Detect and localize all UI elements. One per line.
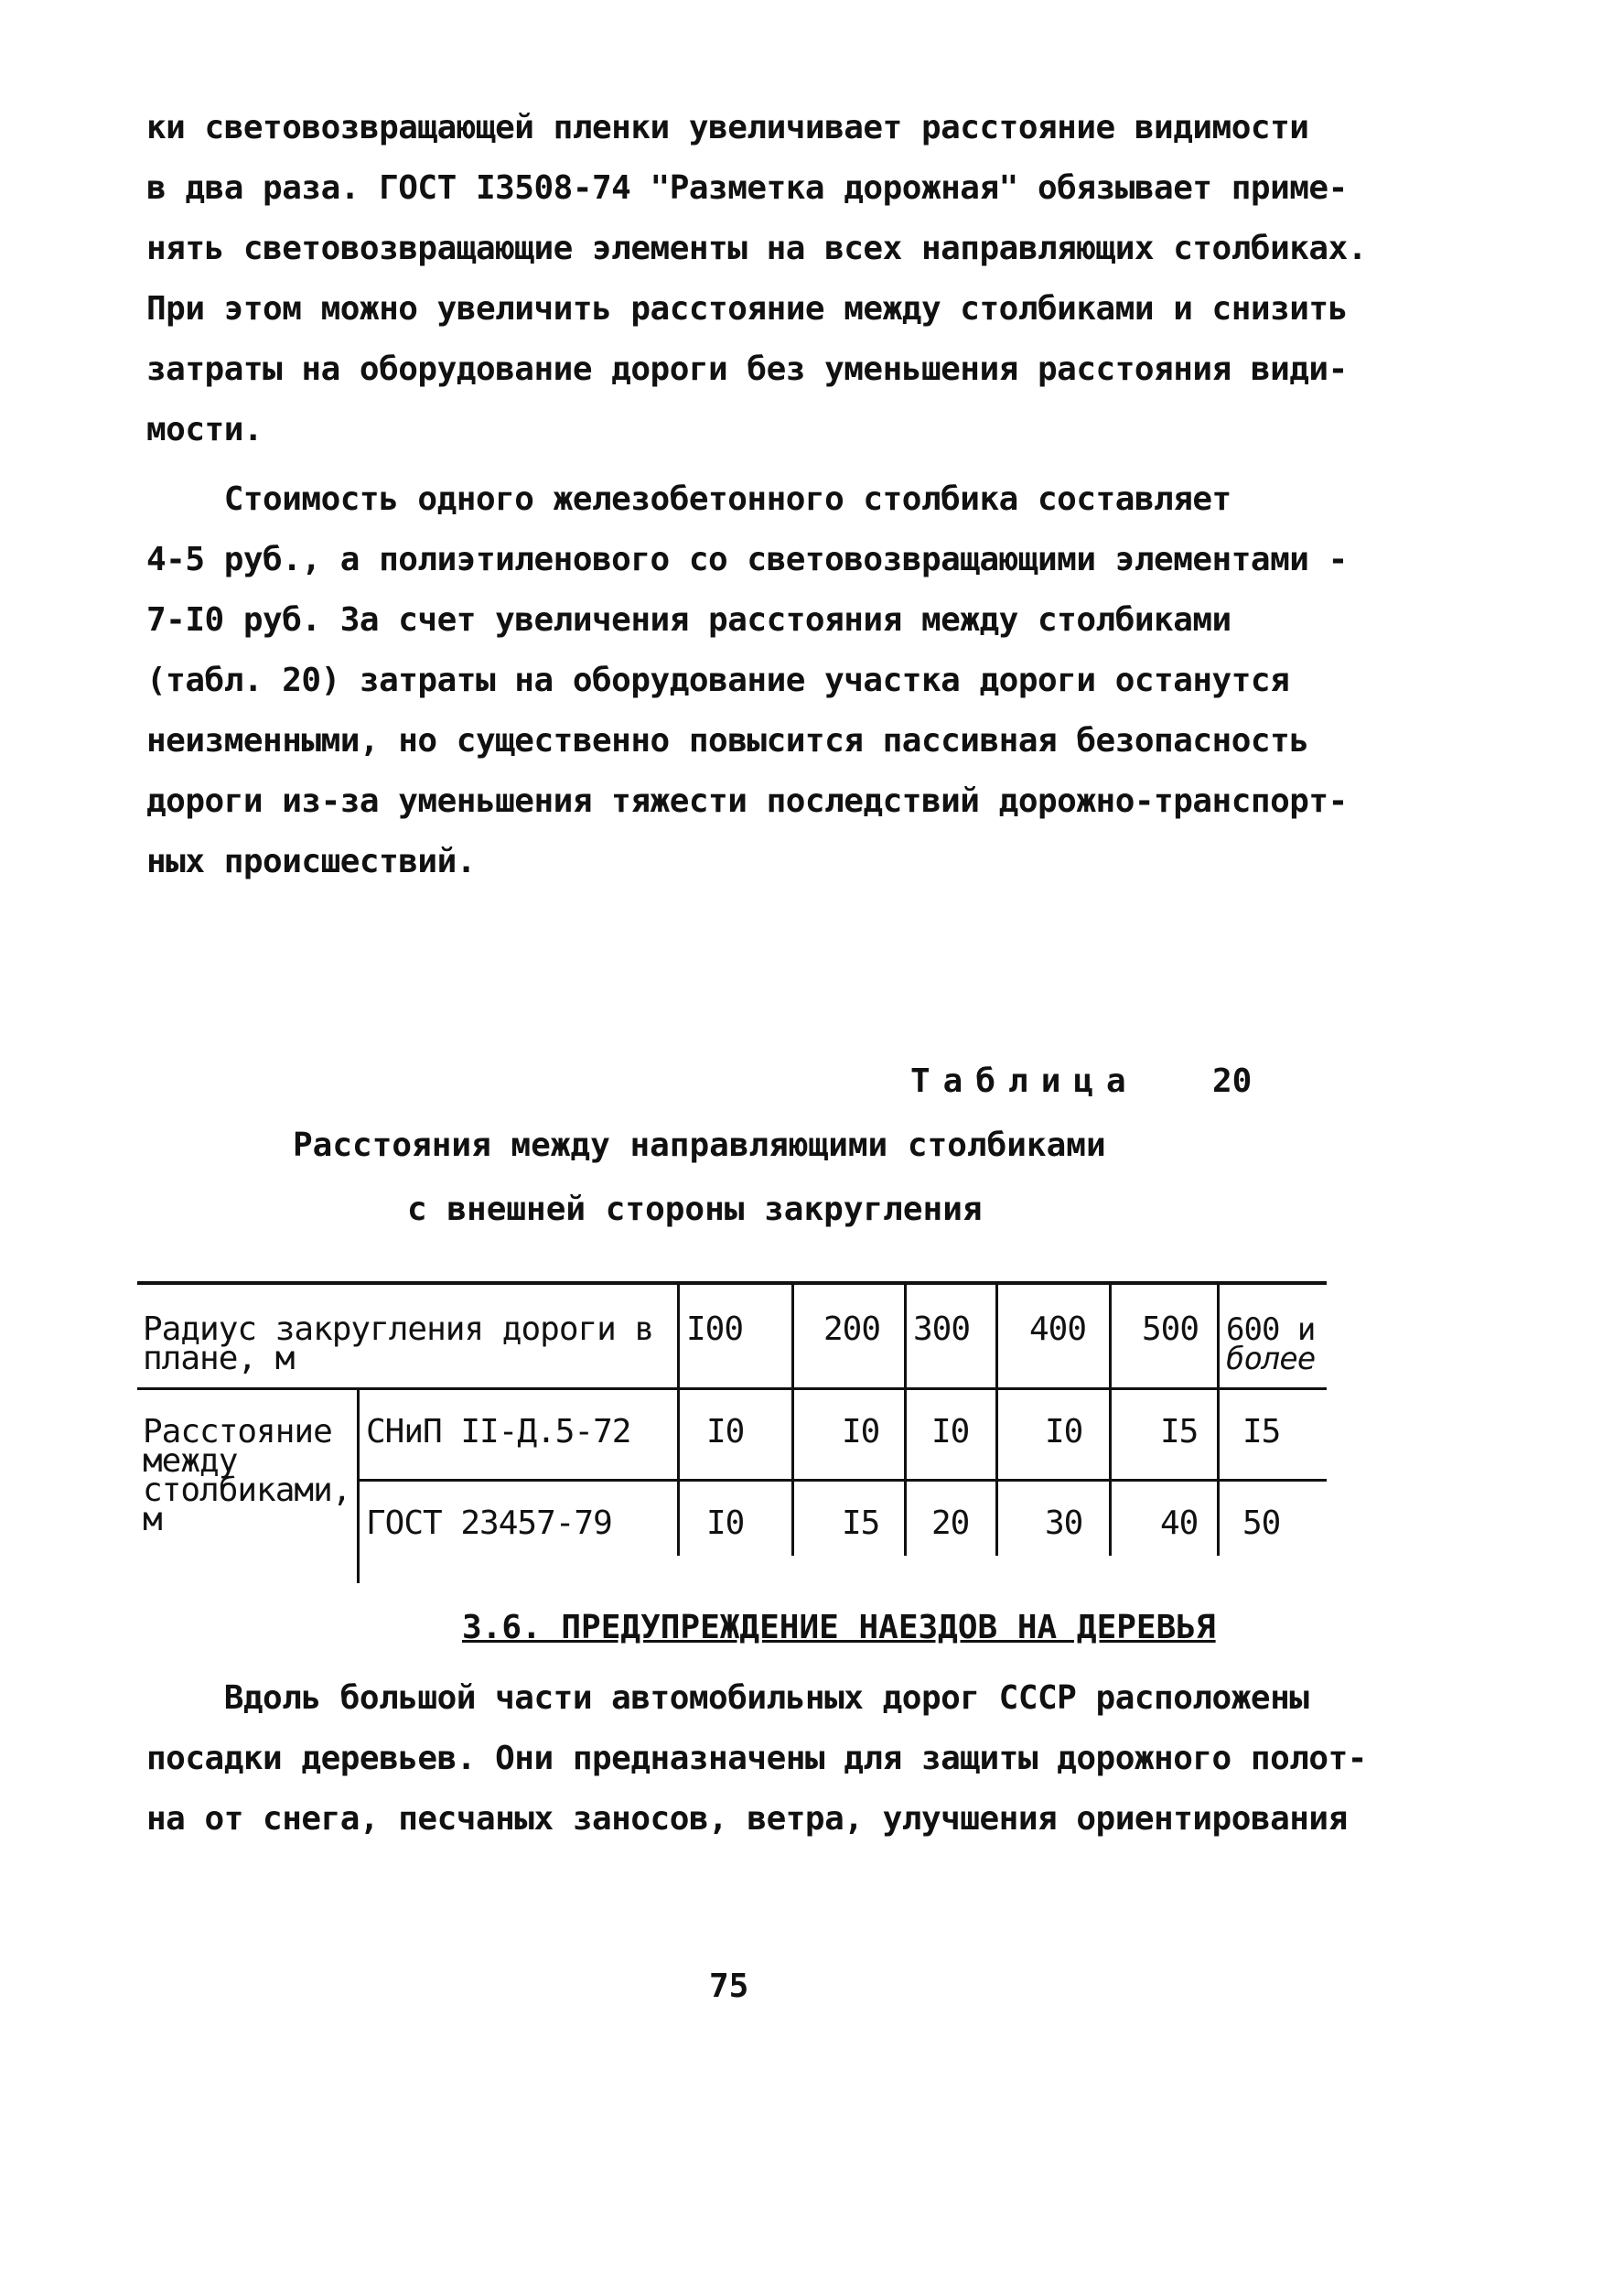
table-cell: I0 — [706, 1413, 745, 1450]
paragraph1-line-1: ки световозвращающей пленки увеличивает расстояние видимости — [146, 109, 1309, 146]
row-group-label-line-3: столбиками, — [143, 1472, 351, 1509]
table-number: 20 — [1212, 1062, 1253, 1100]
row-group-label-line-1: Расстояние — [143, 1413, 332, 1450]
table-title-line-1: Расстояния между направляющими столбиками — [293, 1127, 1106, 1164]
table-cell: I0 — [706, 1504, 745, 1542]
table-vrule-1 — [677, 1281, 680, 1556]
paragraph2-line-3: 7-I0 руб. За счет увеличения расстояния между столбиками — [146, 601, 1231, 639]
header-value: 200 — [823, 1310, 881, 1348]
table-vrule-4 — [995, 1281, 998, 1556]
paragraph2-line-6: дороги из-за уменьшения тяжести последствий дорожно-транспорт- — [146, 782, 1348, 820]
paragraph1-line-6: мости. — [146, 411, 263, 448]
table-title-line-2: с внешней стороны закругления — [407, 1191, 983, 1228]
paragraph2-line-5: неизменными, но существенно повысится пассивная безопасность — [146, 722, 1309, 760]
table-row-rule — [357, 1479, 1327, 1482]
section-line-3: на от снега, песчаных заносов, ветра, улучшения ориентирования — [146, 1800, 1348, 1838]
distance-table — [137, 1281, 1327, 1583]
paragraph2-line-4: (табл. 20) затраты на оборудование участка дороги останутся — [146, 662, 1290, 699]
header-value: 400 — [1029, 1310, 1087, 1348]
paragraph1-line-2: в два раза. ГОСТ I3508-74 "Разметка дорожная" обязывает приме- — [146, 169, 1348, 207]
section-line-2: посадки деревьев. Они предназначены для защиты дорожного полот- — [146, 1740, 1367, 1777]
table-cell: I5 — [1242, 1413, 1281, 1450]
table-header-rule — [137, 1387, 1327, 1390]
header-value: I00 — [686, 1310, 744, 1348]
row-group-label-line-4: м — [143, 1501, 162, 1538]
table-label: Таблица — [910, 1062, 1139, 1100]
row-2-source: ГОСТ 23457-79 — [366, 1504, 612, 1542]
table-cell: 30 — [1045, 1504, 1083, 1542]
table-cell: I0 — [842, 1413, 880, 1450]
header-value: 300 — [913, 1310, 971, 1348]
table-vrule-6 — [1217, 1281, 1220, 1556]
table-cell: I0 — [931, 1413, 970, 1450]
header-last-line-2: более — [1226, 1341, 1316, 1377]
paragraph2-line-7: ных происшествий. — [146, 843, 476, 880]
paragraph1-line-5: затраты на оборудование дороги без уменьшения расстояния види- — [146, 350, 1348, 388]
header-label-line-1: Радиус закругления дороги в — [143, 1310, 654, 1348]
table-cell: 20 — [931, 1504, 970, 1542]
row-group-label-line-2: между — [143, 1442, 238, 1480]
paragraph2-line-2: 4-5 руб., а полиэтиленового со световозвращающими элементами - — [146, 541, 1348, 578]
table-cell: I5 — [842, 1504, 880, 1542]
table-cell: 40 — [1160, 1504, 1199, 1542]
paragraph2-line-1: Стоимость одного железобетонного столбика составляет — [146, 480, 1231, 518]
section-heading: 3.6. ПРЕДУПРЕЖДЕНИЕ НАЕЗДОВ НА ДЕРЕВЬЯ — [462, 1609, 1216, 1646]
table-cell: 50 — [1242, 1504, 1281, 1542]
page-number: 75 — [709, 1968, 749, 2005]
table-vrule-2 — [791, 1281, 794, 1556]
table-cell: I5 — [1160, 1413, 1199, 1450]
table-vrule-source — [357, 1387, 360, 1583]
header-value: 500 — [1142, 1310, 1199, 1348]
table-vrule-5 — [1109, 1281, 1112, 1556]
table-cell: I0 — [1045, 1413, 1083, 1450]
header-last-line-1: 600 и — [1226, 1311, 1316, 1348]
table-top-rule — [137, 1281, 1327, 1285]
paragraph1-line-3: нять световозвращающие элементы на всех направляющих столбиках. — [146, 230, 1367, 267]
header-label-line-2: плане, м — [143, 1340, 295, 1377]
table-vrule-3 — [904, 1281, 907, 1556]
section-line-1: Вдоль большой части автомобильных дорог СССР расположены — [146, 1679, 1309, 1717]
row-1-source: СНиП II-Д.5-72 — [366, 1413, 631, 1450]
paragraph1-line-4: При этом можно увеличить расстояние между столбиками и снизить — [146, 290, 1348, 328]
